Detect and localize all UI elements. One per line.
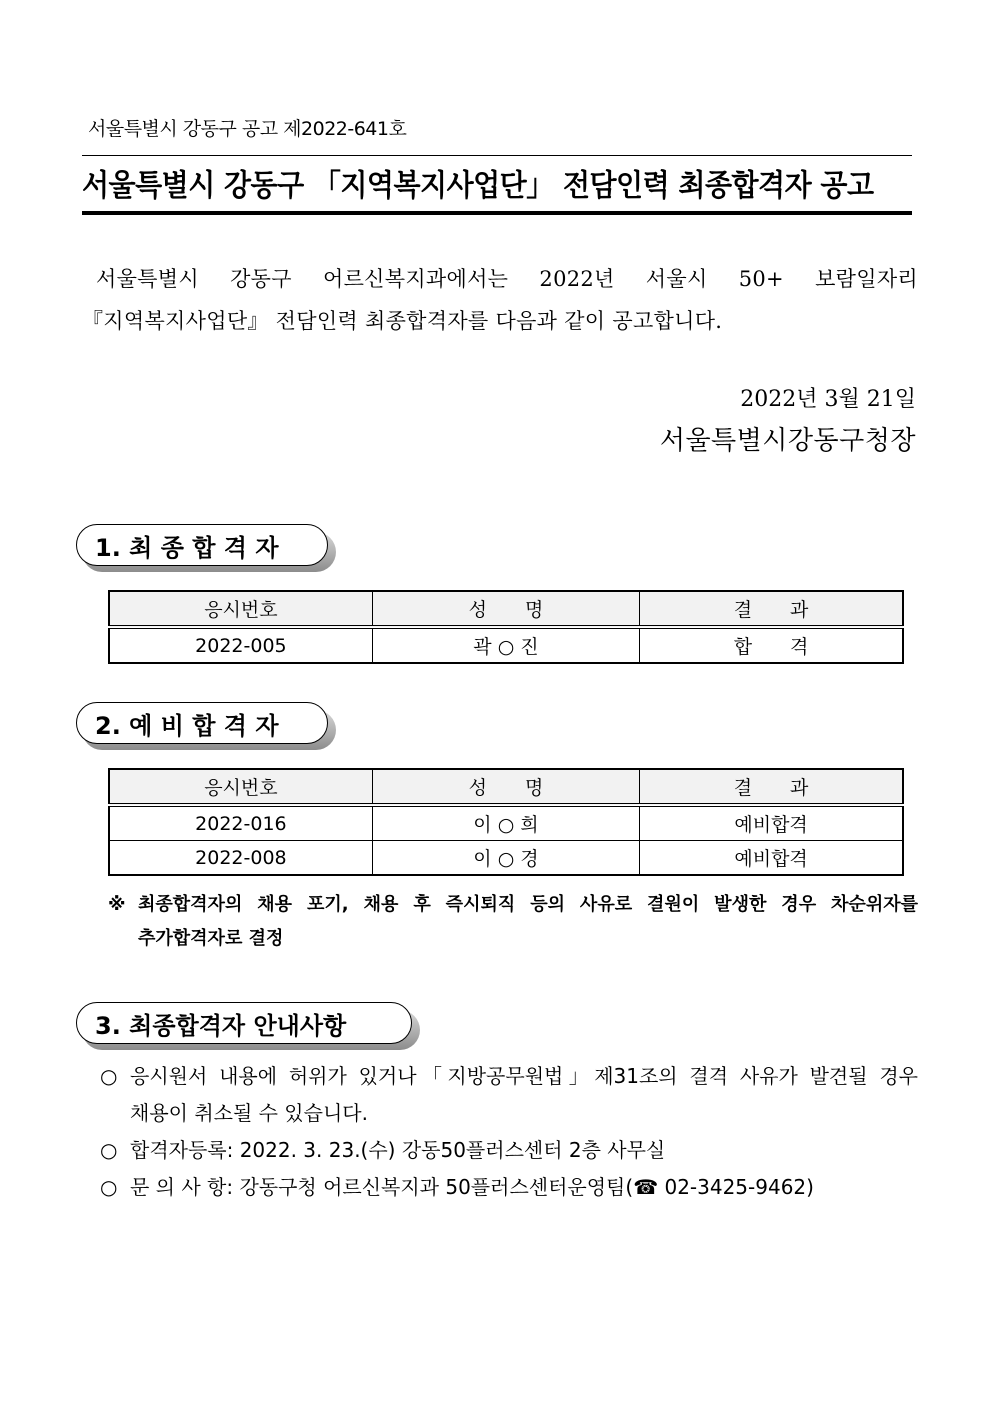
list-item bbox=[100, 1132, 918, 1169]
body-line-2: 『지역복지사업단』 전담인력 최종합격자를 다음과 같이 공고합니다. bbox=[82, 309, 723, 333]
list-item bbox=[100, 1058, 918, 1132]
circle-bullet-icon: ○ bbox=[100, 1138, 118, 1162]
phone-number: 02-3425-9462) bbox=[658, 1175, 814, 1199]
item-line-2: 채용이 취소될 수 있습니다. bbox=[130, 1101, 368, 1125]
cell-exam-number: 2022-005 bbox=[109, 627, 372, 663]
list-item bbox=[100, 1169, 918, 1206]
registration-info: 합격자등록: 2022. 3. 23.(수) 강동50플러스센터 2층 사무실 bbox=[130, 1138, 666, 1162]
cell-result: 합 격 bbox=[640, 627, 903, 663]
item-line-1: 응시원서 내용에 허위가 있거나「지방공무원법」제31조의 결격 사유가 발견될 경우 bbox=[130, 1064, 918, 1088]
divider-thick bbox=[82, 211, 912, 215]
header-result: 결 과 bbox=[640, 591, 903, 627]
cell-result: 예비합격 bbox=[640, 805, 903, 841]
table-row bbox=[109, 805, 903, 841]
final-passers-table bbox=[108, 590, 904, 664]
circle-bullet-icon: ○ bbox=[100, 1064, 118, 1088]
table-row bbox=[109, 841, 903, 876]
note-line-2: 추가합격자로 결정 bbox=[138, 928, 284, 949]
circle-bullet-icon: ○ bbox=[100, 1175, 118, 1199]
phone-icon: ☎ bbox=[633, 1175, 659, 1199]
contact-prefix: 문 의 사 항: 강동구청 어르신복지과 50플러스센터운영팀( bbox=[130, 1175, 634, 1199]
cell-name: 곽 ○ 진 bbox=[372, 627, 639, 663]
section-label: 1. 최 종 합 격 자 bbox=[76, 524, 328, 566]
cell-name: 이 ○ 희 bbox=[372, 805, 639, 841]
cell-exam-number: 2022-008 bbox=[109, 841, 372, 876]
reserve-note bbox=[108, 888, 918, 956]
cell-name: 이 ○ 경 bbox=[372, 841, 639, 876]
page-title: 서울특별시 강동구 「지역복지사업단」 전담인력 최종합격자 공고 bbox=[82, 167, 874, 204]
header-exam-number: 응시번호 bbox=[109, 769, 372, 805]
header-result: 결 과 bbox=[640, 769, 903, 805]
signer: 서울특별시강동구청장 bbox=[659, 426, 916, 456]
table-row bbox=[109, 627, 903, 663]
header-name: 성 명 bbox=[372, 591, 639, 627]
contact-info bbox=[130, 1169, 918, 1206]
announcement-body bbox=[82, 258, 918, 342]
cell-result: 예비합격 bbox=[640, 841, 903, 876]
note-line-1: 최종합격자의 채용 포기, 채용 후 즉시퇴직 등의 사유로 결원이 발생한 경우 차순위자를 bbox=[138, 894, 918, 915]
notice-number: 서울특별시 강동구 공고 제2022-641호 bbox=[88, 118, 407, 140]
header-name: 성 명 bbox=[372, 769, 639, 805]
table-header-row bbox=[109, 769, 903, 805]
header-exam-number: 응시번호 bbox=[109, 591, 372, 627]
reference-mark-icon: ※ bbox=[108, 894, 126, 915]
table-header-row bbox=[109, 591, 903, 627]
section-label: 2. 예 비 합 격 자 bbox=[76, 702, 328, 744]
announcement-date: 2022년 3월 21일 bbox=[740, 387, 916, 412]
section-label: 3. 최종합격자 안내사항 bbox=[76, 1002, 412, 1044]
body-line-1: 서울특별시 강동구 어르신복지과에서는 2022년 서울시 50+ 보람일자리 bbox=[96, 267, 918, 291]
reserve-passers-table bbox=[108, 768, 904, 876]
divider-thin bbox=[82, 155, 912, 156]
guidance-list bbox=[100, 1058, 918, 1206]
cell-exam-number: 2022-016 bbox=[109, 805, 372, 841]
